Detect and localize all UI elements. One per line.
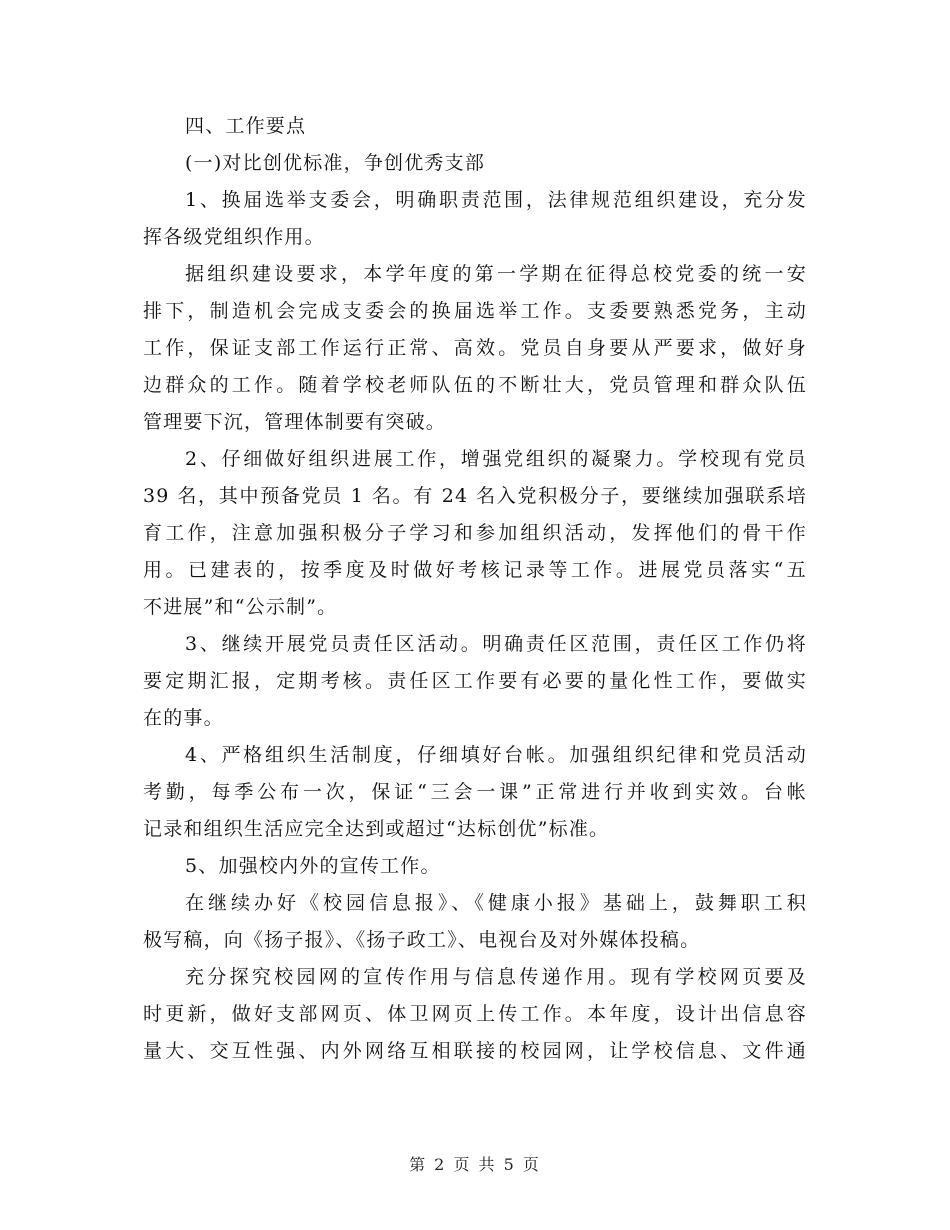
paragraph-line: 排下，制造机会完成支委会的换届选举工作。支委要熟悉党务，主动 — [143, 300, 807, 322]
paragraph-line: 极写稿，向《扬子报》、《扬子政工》、电视台及对外媒体投稿。 — [143, 929, 701, 951]
subsection-heading: (一)对比创优标准，争创优秀支部 — [185, 152, 486, 174]
paragraph-line: 考勤，每季公布一次，保证“三会一课”正常进行并收到实效。台帐 — [143, 781, 807, 803]
paragraph-line: 用。已建表的，按季度及时做好考核记录等工作。进展党员落实“五 — [143, 559, 807, 581]
section-heading: 四、工作要点 — [185, 115, 307, 137]
paragraph-line: 挥各级党组织作用。 — [143, 226, 325, 248]
paragraph-line: 育工作，注意加强积极分子学习和参加组织活动，发挥他们的骨干作 — [143, 522, 807, 544]
paragraph-line: 记录和组织生活应完全达到或超过“达标创优”标准。 — [143, 818, 610, 840]
paragraph-line: 管理要下沉，管理体制要有突破。 — [143, 411, 447, 433]
paragraph-line: 边群众的工作。随着学校老师队伍的不断壮大，党员管理和群众队伍 — [143, 374, 807, 396]
document-body — [143, 108, 807, 1070]
paragraph-line: 4、严格组织生活制度，仔细填好台帐。加强组织纪律和党员活动 — [185, 744, 807, 766]
paragraph-line: 据组织建设要求，本学年度的第一学期在征得总校党委的统一安 — [185, 263, 807, 285]
paragraph-line: 1、换届选举支委会，明确职责范围，法律规范组织建设，充分发 — [185, 189, 807, 211]
paragraph-line: 量大、交互性强、内外网络互相联接的校园网，让学校信息、文件通 — [143, 1040, 807, 1062]
paragraph-line: 5、加强校内外的宣传工作。 — [185, 855, 441, 877]
paragraph-line: 工作，保证支部工作运行正常、高效。党员自身要从严要求，做好身 — [143, 337, 807, 359]
paragraph-line: 39 名，其中预备党员 1 名。有 24 名入党积极分子，要继续加强联系培 — [143, 485, 807, 507]
paragraph-line: 在的事。 — [143, 707, 224, 729]
paragraph-line: 2、仔细做好组织进展工作，增强党组织的凝聚力。学校现有党员 — [185, 448, 807, 470]
paragraph-line: 不进展”和“公示制”。 — [143, 596, 338, 618]
paragraph-line: 充分探究校园网的宣传作用与信息传递作用。现有学校网页要及 — [185, 966, 807, 988]
paragraph-line: 3、继续开展党员责任区活动。明确责任区范围，责任区工作仍将 — [185, 633, 807, 655]
paragraph-line: 要定期汇报，定期考核。责任区工作要有必要的量化性工作，要做实 — [143, 670, 807, 692]
paragraph-line: 时更新，做好支部网页、体卫网页上传工作。本年度，设计出信息容 — [143, 1003, 807, 1025]
page-number-footer: 第 2 页 共 5 页 — [409, 1155, 541, 1174]
paragraph-line: 在继续办好《校园信息报》、《健康小报》基础上，鼓舞职工积 — [185, 892, 807, 914]
